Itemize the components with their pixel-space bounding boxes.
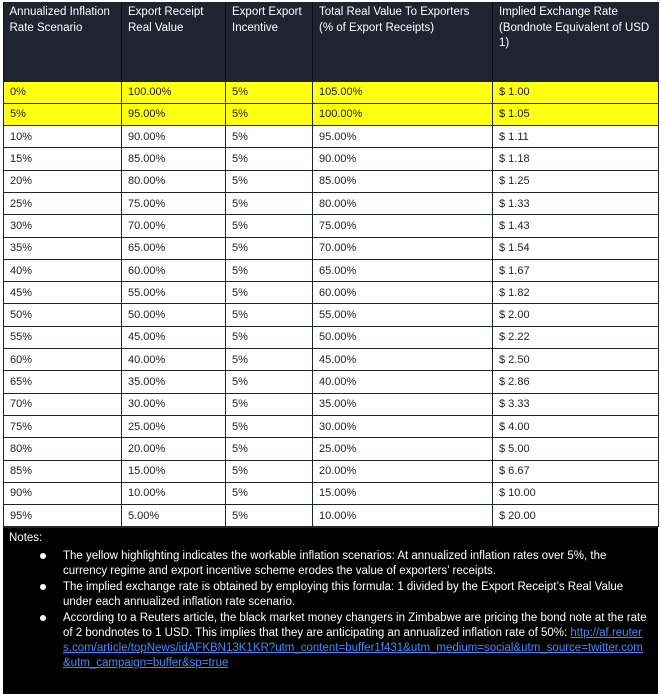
total-value-cell: 75.00% <box>313 215 493 237</box>
receipt-value-cell: 75.00% <box>122 192 226 214</box>
total-value-cell: 60.00% <box>313 282 493 304</box>
inflation-cell: 85% <box>4 460 122 482</box>
incentive-cell: 5% <box>226 259 313 281</box>
table-row <box>4 415 659 437</box>
inflation-cell: 75% <box>4 415 122 437</box>
total-value-cell: 80.00% <box>313 192 493 214</box>
table-row <box>4 237 659 259</box>
receipt-value-cell: 45.00% <box>122 326 226 348</box>
receipt-value-cell: 100.00% <box>122 81 226 103</box>
table-row <box>4 438 659 460</box>
inflation-cell: 15% <box>4 148 122 170</box>
table-row <box>4 282 659 304</box>
incentive-cell: 5% <box>226 505 313 527</box>
inflation-cell: 90% <box>4 482 122 504</box>
exchange-rate-cell: $ 1.82 <box>493 282 659 304</box>
receipt-value-cell: 65.00% <box>122 237 226 259</box>
table-row <box>4 170 659 192</box>
exchange-rate-cell: $ 1.11 <box>493 126 659 148</box>
inflation-cell: 50% <box>4 304 122 326</box>
receipt-value-cell: 50.00% <box>122 304 226 326</box>
total-value-cell: 65.00% <box>313 259 493 281</box>
exchange-rate-cell: $ 20.00 <box>493 505 659 527</box>
note-text: According to a Reuters article, the black market money changers in Zimbabwe are pricing the bond note at the rate of 2 bondnotes to 1 USD. This implies that they are anticipating an annualized inflation rate of 50%: <box>63 612 647 639</box>
receipt-value-cell: 25.00% <box>122 415 226 437</box>
header-exchange-rate: Implied Exchange Rate (Bondnote Equivalent of USD 1) <box>493 2 659 81</box>
exchange-rate-cell: $ 1.05 <box>493 103 659 125</box>
header-total-value: Total Real Value To Exporters (% of Export Receipts) <box>313 2 493 81</box>
note-text: The implied exchange rate is obtained by employing this formula: 1 divided by the Export Receipt’s Real Value under each annualized inflation rate scenario. <box>63 581 624 608</box>
header-incentive: Export Export Incentive <box>226 2 313 81</box>
inflation-cell: 60% <box>4 349 122 371</box>
exchange-rate-cell: $ 1.67 <box>493 259 659 281</box>
receipt-value-cell: 5.00% <box>122 505 226 527</box>
notes-list <box>9 549 650 671</box>
reuters-article-link[interactable]: http://af.reuters.com/article/topNews/idAFKBN13K1KR?utm_content=buffer1f431&utm_medium=social&utm_source=twitter.com&utm_campaign=buffer&sp=true <box>63 627 643 669</box>
exchange-rate-cell: $ 1.33 <box>493 192 659 214</box>
incentive-cell: 5% <box>226 126 313 148</box>
incentive-cell: 5% <box>226 282 313 304</box>
table-header-row <box>4 2 659 81</box>
exchange-rate-cell: $ 2.50 <box>493 349 659 371</box>
total-value-cell: 70.00% <box>313 237 493 259</box>
table-row <box>4 81 659 103</box>
table-row <box>4 215 659 237</box>
inflation-cell: 20% <box>4 170 122 192</box>
exchange-rate-cell: $ 2.00 <box>493 304 659 326</box>
incentive-cell: 5% <box>226 482 313 504</box>
note-text: The yellow highlighting indicates the workable inflation scenarios: At annualized inflation rates over 5%, the currency regime and export incentive scheme erodes the value of exporters’ receipts. <box>63 550 607 577</box>
inflation-cell: 35% <box>4 237 122 259</box>
total-value-cell: 100.00% <box>313 103 493 125</box>
exchange-rate-cell: $ 2.22 <box>493 326 659 348</box>
header-receipt-value: Export Receipt Real Value <box>122 2 226 81</box>
notes-section <box>3 528 658 694</box>
incentive-cell: 5% <box>226 304 313 326</box>
receipt-value-cell: 30.00% <box>122 393 226 415</box>
table-row <box>4 126 659 148</box>
total-value-cell: 30.00% <box>313 415 493 437</box>
inflation-cell: 30% <box>4 215 122 237</box>
incentive-cell: 5% <box>226 415 313 437</box>
exchange-rate-cell: $ 10.00 <box>493 482 659 504</box>
table-row <box>4 349 659 371</box>
receipt-value-cell: 80.00% <box>122 170 226 192</box>
total-value-cell: 20.00% <box>313 460 493 482</box>
notes-title: Notes: <box>9 532 43 544</box>
receipt-value-cell: 60.00% <box>122 259 226 281</box>
incentive-cell: 5% <box>226 349 313 371</box>
inflation-cell: 25% <box>4 192 122 214</box>
exchange-rate-cell: $ 3.33 <box>493 393 659 415</box>
table-row <box>4 259 659 281</box>
note-item <box>9 580 650 610</box>
receipt-value-cell: 95.00% <box>122 103 226 125</box>
receipt-value-cell: 70.00% <box>122 215 226 237</box>
total-value-cell: 45.00% <box>313 349 493 371</box>
total-value-cell: 105.00% <box>313 81 493 103</box>
table-row <box>4 326 659 348</box>
inflation-cell: 45% <box>4 282 122 304</box>
total-value-cell: 85.00% <box>313 170 493 192</box>
inflation-cell: 5% <box>4 103 122 125</box>
inflation-cell: 40% <box>4 259 122 281</box>
exchange-rate-cell: $ 1.54 <box>493 237 659 259</box>
incentive-cell: 5% <box>226 460 313 482</box>
total-value-cell: 25.00% <box>313 438 493 460</box>
total-value-cell: 15.00% <box>313 482 493 504</box>
incentive-cell: 5% <box>226 215 313 237</box>
total-value-cell: 35.00% <box>313 393 493 415</box>
receipt-value-cell: 55.00% <box>122 282 226 304</box>
total-value-cell: 95.00% <box>313 126 493 148</box>
exchange-rate-cell: $ 6.67 <box>493 460 659 482</box>
exchange-rate-cell: $ 5.00 <box>493 438 659 460</box>
incentive-cell: 5% <box>226 192 313 214</box>
table-row <box>4 304 659 326</box>
receipt-value-cell: 20.00% <box>122 438 226 460</box>
incentive-cell: 5% <box>226 148 313 170</box>
incentive-cell: 5% <box>226 393 313 415</box>
header-inflation: Annualized Inflation Rate Scenario <box>4 2 122 81</box>
table-row <box>4 371 659 393</box>
incentive-cell: 5% <box>226 237 313 259</box>
incentive-cell: 5% <box>226 371 313 393</box>
table-row <box>4 460 659 482</box>
inflation-cell: 55% <box>4 326 122 348</box>
inflation-scenario-table <box>3 2 659 527</box>
table-row <box>4 393 659 415</box>
receipt-value-cell: 35.00% <box>122 371 226 393</box>
inflation-cell: 80% <box>4 438 122 460</box>
total-value-cell: 10.00% <box>313 505 493 527</box>
receipt-value-cell: 90.00% <box>122 126 226 148</box>
inflation-cell: 70% <box>4 393 122 415</box>
total-value-cell: 90.00% <box>313 148 493 170</box>
total-value-cell: 50.00% <box>313 326 493 348</box>
exchange-rate-cell: $ 1.18 <box>493 148 659 170</box>
incentive-cell: 5% <box>226 326 313 348</box>
bullet-icon <box>40 553 46 559</box>
inflation-cell: 65% <box>4 371 122 393</box>
exchange-rate-cell: $ 2.86 <box>493 371 659 393</box>
table-row <box>4 148 659 170</box>
note-item <box>9 611 650 671</box>
bullet-icon <box>40 584 46 590</box>
receipt-value-cell: 10.00% <box>122 482 226 504</box>
table-row <box>4 103 659 125</box>
incentive-cell: 5% <box>226 103 313 125</box>
table-row <box>4 482 659 504</box>
exchange-rate-cell: $ 1.25 <box>493 170 659 192</box>
incentive-cell: 5% <box>226 170 313 192</box>
note-item <box>9 549 650 579</box>
inflation-cell: 95% <box>4 505 122 527</box>
receipt-value-cell: 85.00% <box>122 148 226 170</box>
total-value-cell: 40.00% <box>313 371 493 393</box>
receipt-value-cell: 15.00% <box>122 460 226 482</box>
incentive-cell: 5% <box>226 81 313 103</box>
inflation-cell: 10% <box>4 126 122 148</box>
inflation-cell: 0% <box>4 81 122 103</box>
table-row <box>4 505 659 527</box>
exchange-rate-cell: $ 1.00 <box>493 81 659 103</box>
receipt-value-cell: 40.00% <box>122 349 226 371</box>
table-row <box>4 192 659 214</box>
total-value-cell: 55.00% <box>313 304 493 326</box>
exchange-rate-cell: $ 1.43 <box>493 215 659 237</box>
incentive-cell: 5% <box>226 438 313 460</box>
bullet-icon <box>40 615 46 621</box>
exchange-rate-cell: $ 4.00 <box>493 415 659 437</box>
